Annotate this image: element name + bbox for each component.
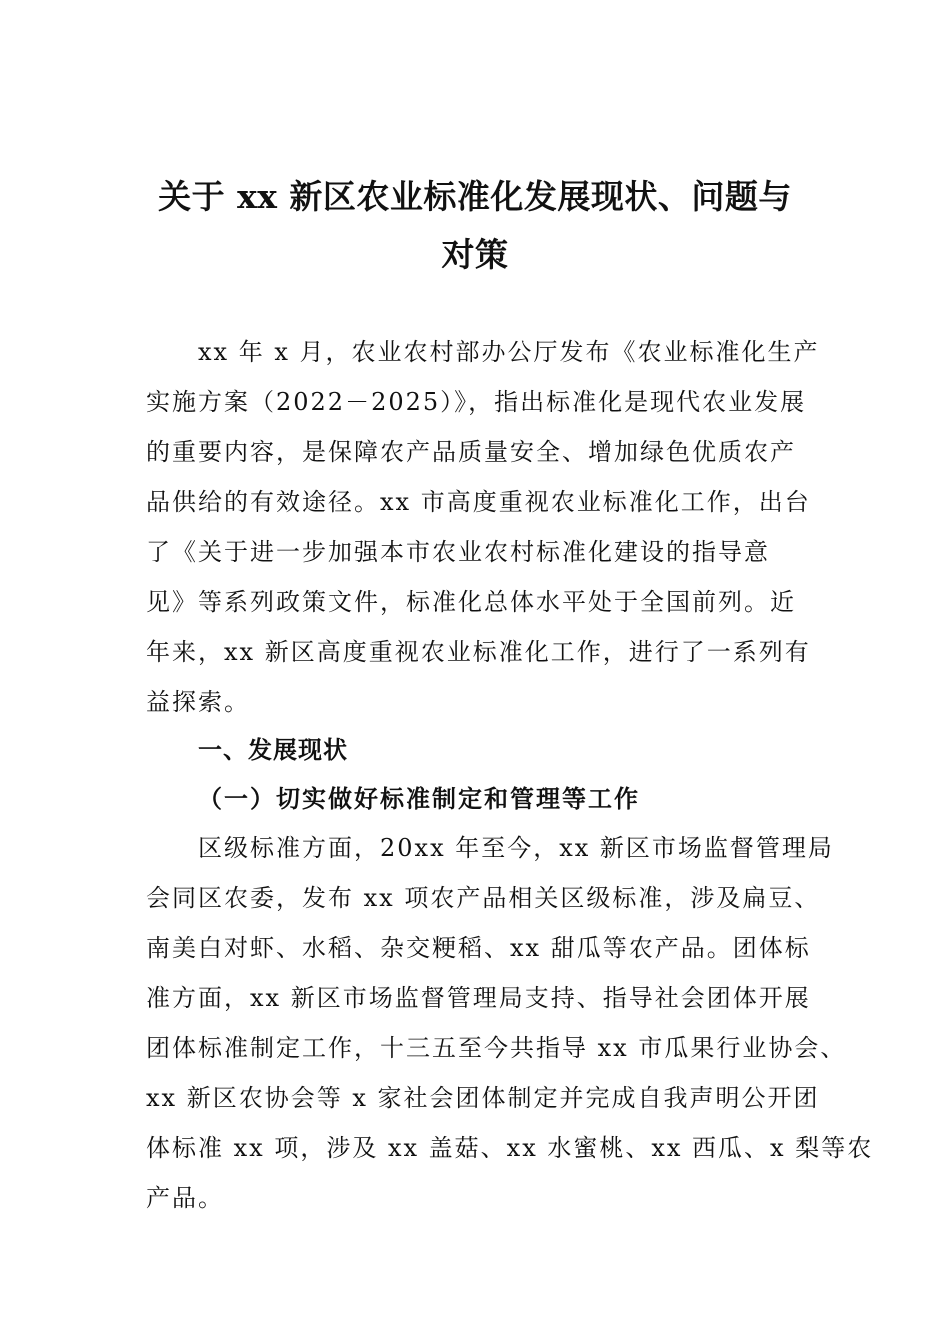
subsection-heading: （一）切实做好标准制定和管理等工作 (198, 784, 640, 813)
paragraph-line: 益探索。 (146, 688, 250, 716)
title-line-1: 关于 xx 新区农业标准化发展现状、问题与 (158, 177, 792, 216)
paragraph-line: 产品。 (146, 1184, 224, 1212)
paragraph-line: 品供给的有效途径。xx 市高度重视农业标准化工作，出台 (146, 488, 811, 516)
paragraph-line: 实施方案（2022－2025）》，指出标准化是现代农业发展 (146, 388, 807, 416)
paragraph-line: 体标准 xx 项，涉及 xx 盖菇、xx 水蜜桃、xx 西瓜、x 梨等农 (146, 1134, 874, 1162)
document-title (110, 168, 840, 284)
paragraph-line: 了《关于进一步加强本市农业农村标准化建设的指导意 (146, 538, 770, 566)
section-heading: 一、发展现状 (198, 736, 348, 764)
paragraph-line: 会同区农委，发布 xx 项农产品相关区级标准，涉及扁豆、 (146, 884, 821, 912)
paragraph-line: 年来，xx 新区高度重视农业标准化工作，进行了一系列有 (146, 638, 811, 666)
intro-paragraph (146, 327, 826, 727)
paragraph-line: 团体标准制定工作，十三五至今共指导 xx 市瓜果行业协会、 (146, 1034, 847, 1062)
title-line-2: 对策 (441, 235, 509, 274)
paragraph-line: 的重要内容，是保障农产品质量安全、增加绿色优质农产 (146, 438, 796, 466)
paragraph-line: 见》等系列政策文件，标准化总体水平处于全国前列。近 (146, 588, 796, 616)
paragraph-line: 准方面，xx 新区市场监督管理局支持、指导社会团体开展 (146, 984, 811, 1012)
standards-paragraph (146, 823, 874, 1223)
paragraph-line: xx 新区农协会等 x 家社会团体制定并完成自我声明公开团 (146, 1084, 820, 1112)
paragraph-line: 区级标准方面，20xx 年至今，xx 新区市场监督管理局 (198, 834, 834, 862)
paragraph-line: 南美白对虾、水稻、杂交粳稻、xx 甜瓜等农产品。团体标 (146, 934, 811, 962)
paragraph-line: xx 年 x 月，农业农村部办公厅发布《农业标准化生产 (198, 338, 820, 366)
